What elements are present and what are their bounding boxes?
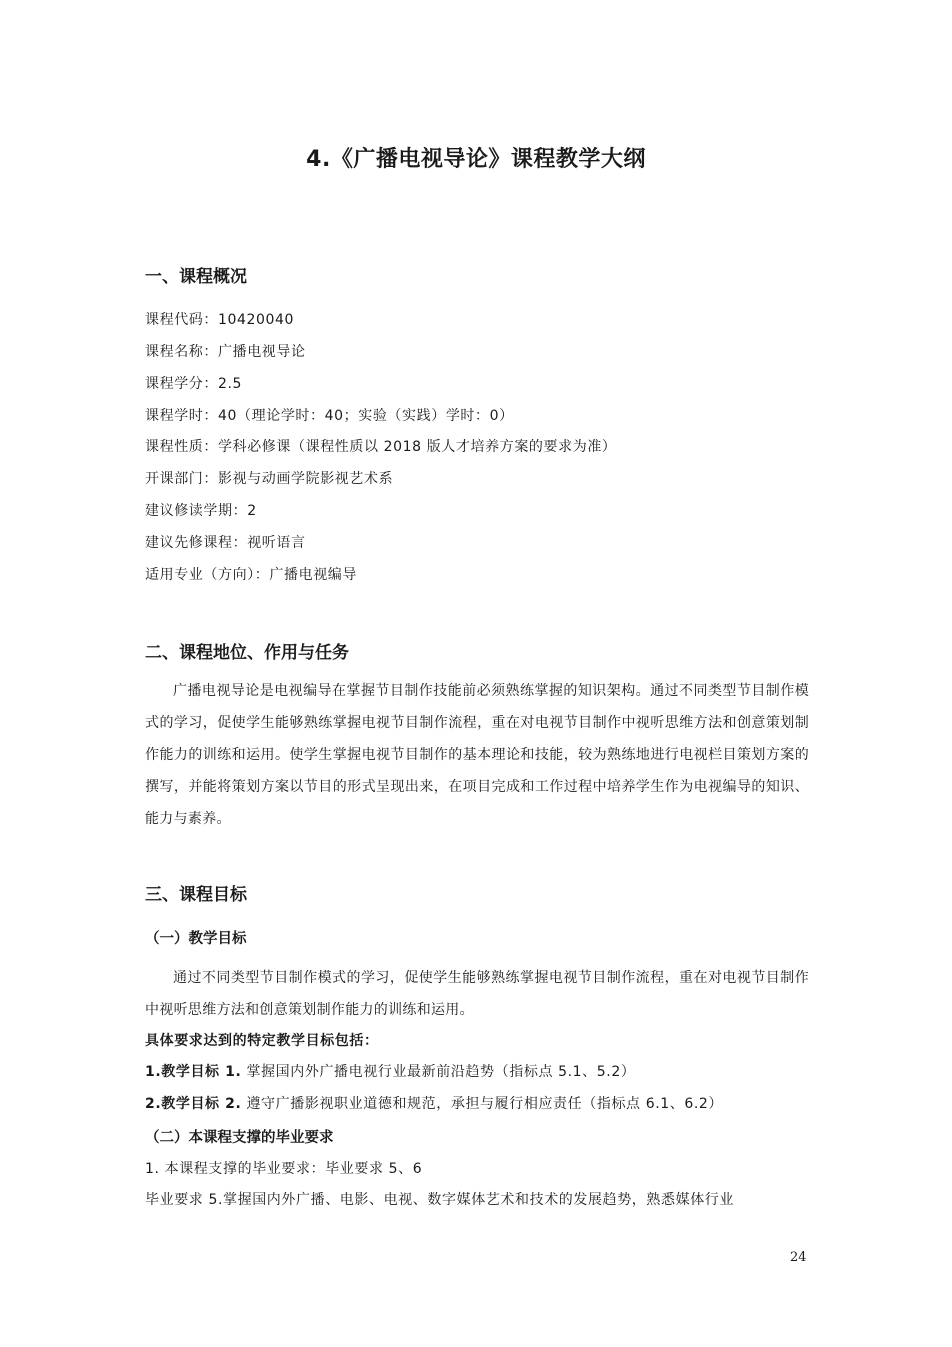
subheading-graduation-requirements: （二）本课程支撑的毕业要求 xyxy=(145,1130,334,1146)
major-line: 适用专业（方向）：广播电视编导 xyxy=(145,567,357,583)
page-title: 4.《广播电视导论》课程教学大纲 xyxy=(306,147,646,172)
requirement-line-1: 1. 本课程支撑的毕业要求：毕业要求 5、6 xyxy=(145,1161,423,1177)
subheading-teaching-goals: （一）教学目标 xyxy=(145,931,247,947)
requirement-line-2: 毕业要求 5.掌握国内外广播、电影、电视、数字媒体艺术和技术的发展趋势，熟悉媒体行业 xyxy=(145,1192,735,1208)
course-credit-line: 课程学分：2.5 xyxy=(145,376,243,392)
goal-2-line xyxy=(145,1093,723,1113)
section-heading-objectives: 三、课程目标 xyxy=(145,885,247,905)
goal-2-label: 2.教学目标 2. xyxy=(145,1096,242,1112)
goal-2-text: 遵守广播影视职业道德和规范，承担与履行相应责任（指标点 6.1、6.2） xyxy=(241,1096,724,1112)
section-heading-position: 二、课程地位、作用与任务 xyxy=(145,643,349,663)
teaching-goals-paragraph xyxy=(145,962,809,1026)
position-paragraph-text: 广播电视导论是电视编导在掌握节目制作技能前必须熟练掌握的知识架构。通过不同类型节目制作模式的学习，促使学生能够熟练掌握电视节目制作流程，重在对电视节目制作中视听思维方法和创意策划制作能力的训练和运用。使学生掌握电视节目制作的基本理论和技能，较为熟练地进行电视栏目策划方案的撰写，并能将策划方案以节目的形式呈现出来，在项目完成和工作过程中培养学生作为电视编导的知识、能力与素养。 xyxy=(145,683,809,827)
page-number: 24 xyxy=(790,1250,807,1265)
course-nature-line: 课程性质：学科必修课（课程性质以 2018 版人才培养方案的要求为准） xyxy=(145,439,617,455)
teaching-goals-text: 通过不同类型节目制作模式的学习，促使学生能够熟练掌握电视节目制作流程，重在对电视节目制作中视听思维方法和创意策划制作能力的训练和运用。 xyxy=(145,970,809,1018)
specific-goals-heading: 具体要求达到的特定教学目标包括： xyxy=(145,1033,379,1049)
goal-1-label: 1.教学目标 1. xyxy=(145,1064,242,1080)
goal-1-text: 掌握国内外广播电视行业最新前沿趋势（指标点 5.1、5.2） xyxy=(241,1064,636,1080)
course-hours-line: 课程学时：40（理论学时：40；实验（实践）学时：0） xyxy=(145,408,514,424)
semester-line: 建议修读学期：2 xyxy=(145,503,257,519)
course-code-line: 课程代码：10420040 xyxy=(145,312,295,328)
department-line: 开课部门：影视与动画学院影视艺术系 xyxy=(145,471,394,487)
prerequisite-line: 建议先修课程：视听语言 xyxy=(145,535,306,551)
position-paragraph xyxy=(145,675,809,835)
course-name-line: 课程名称：广播电视导论 xyxy=(145,344,306,360)
goal-1-line xyxy=(145,1061,635,1081)
section-heading-overview: 一、课程概况 xyxy=(145,267,247,287)
